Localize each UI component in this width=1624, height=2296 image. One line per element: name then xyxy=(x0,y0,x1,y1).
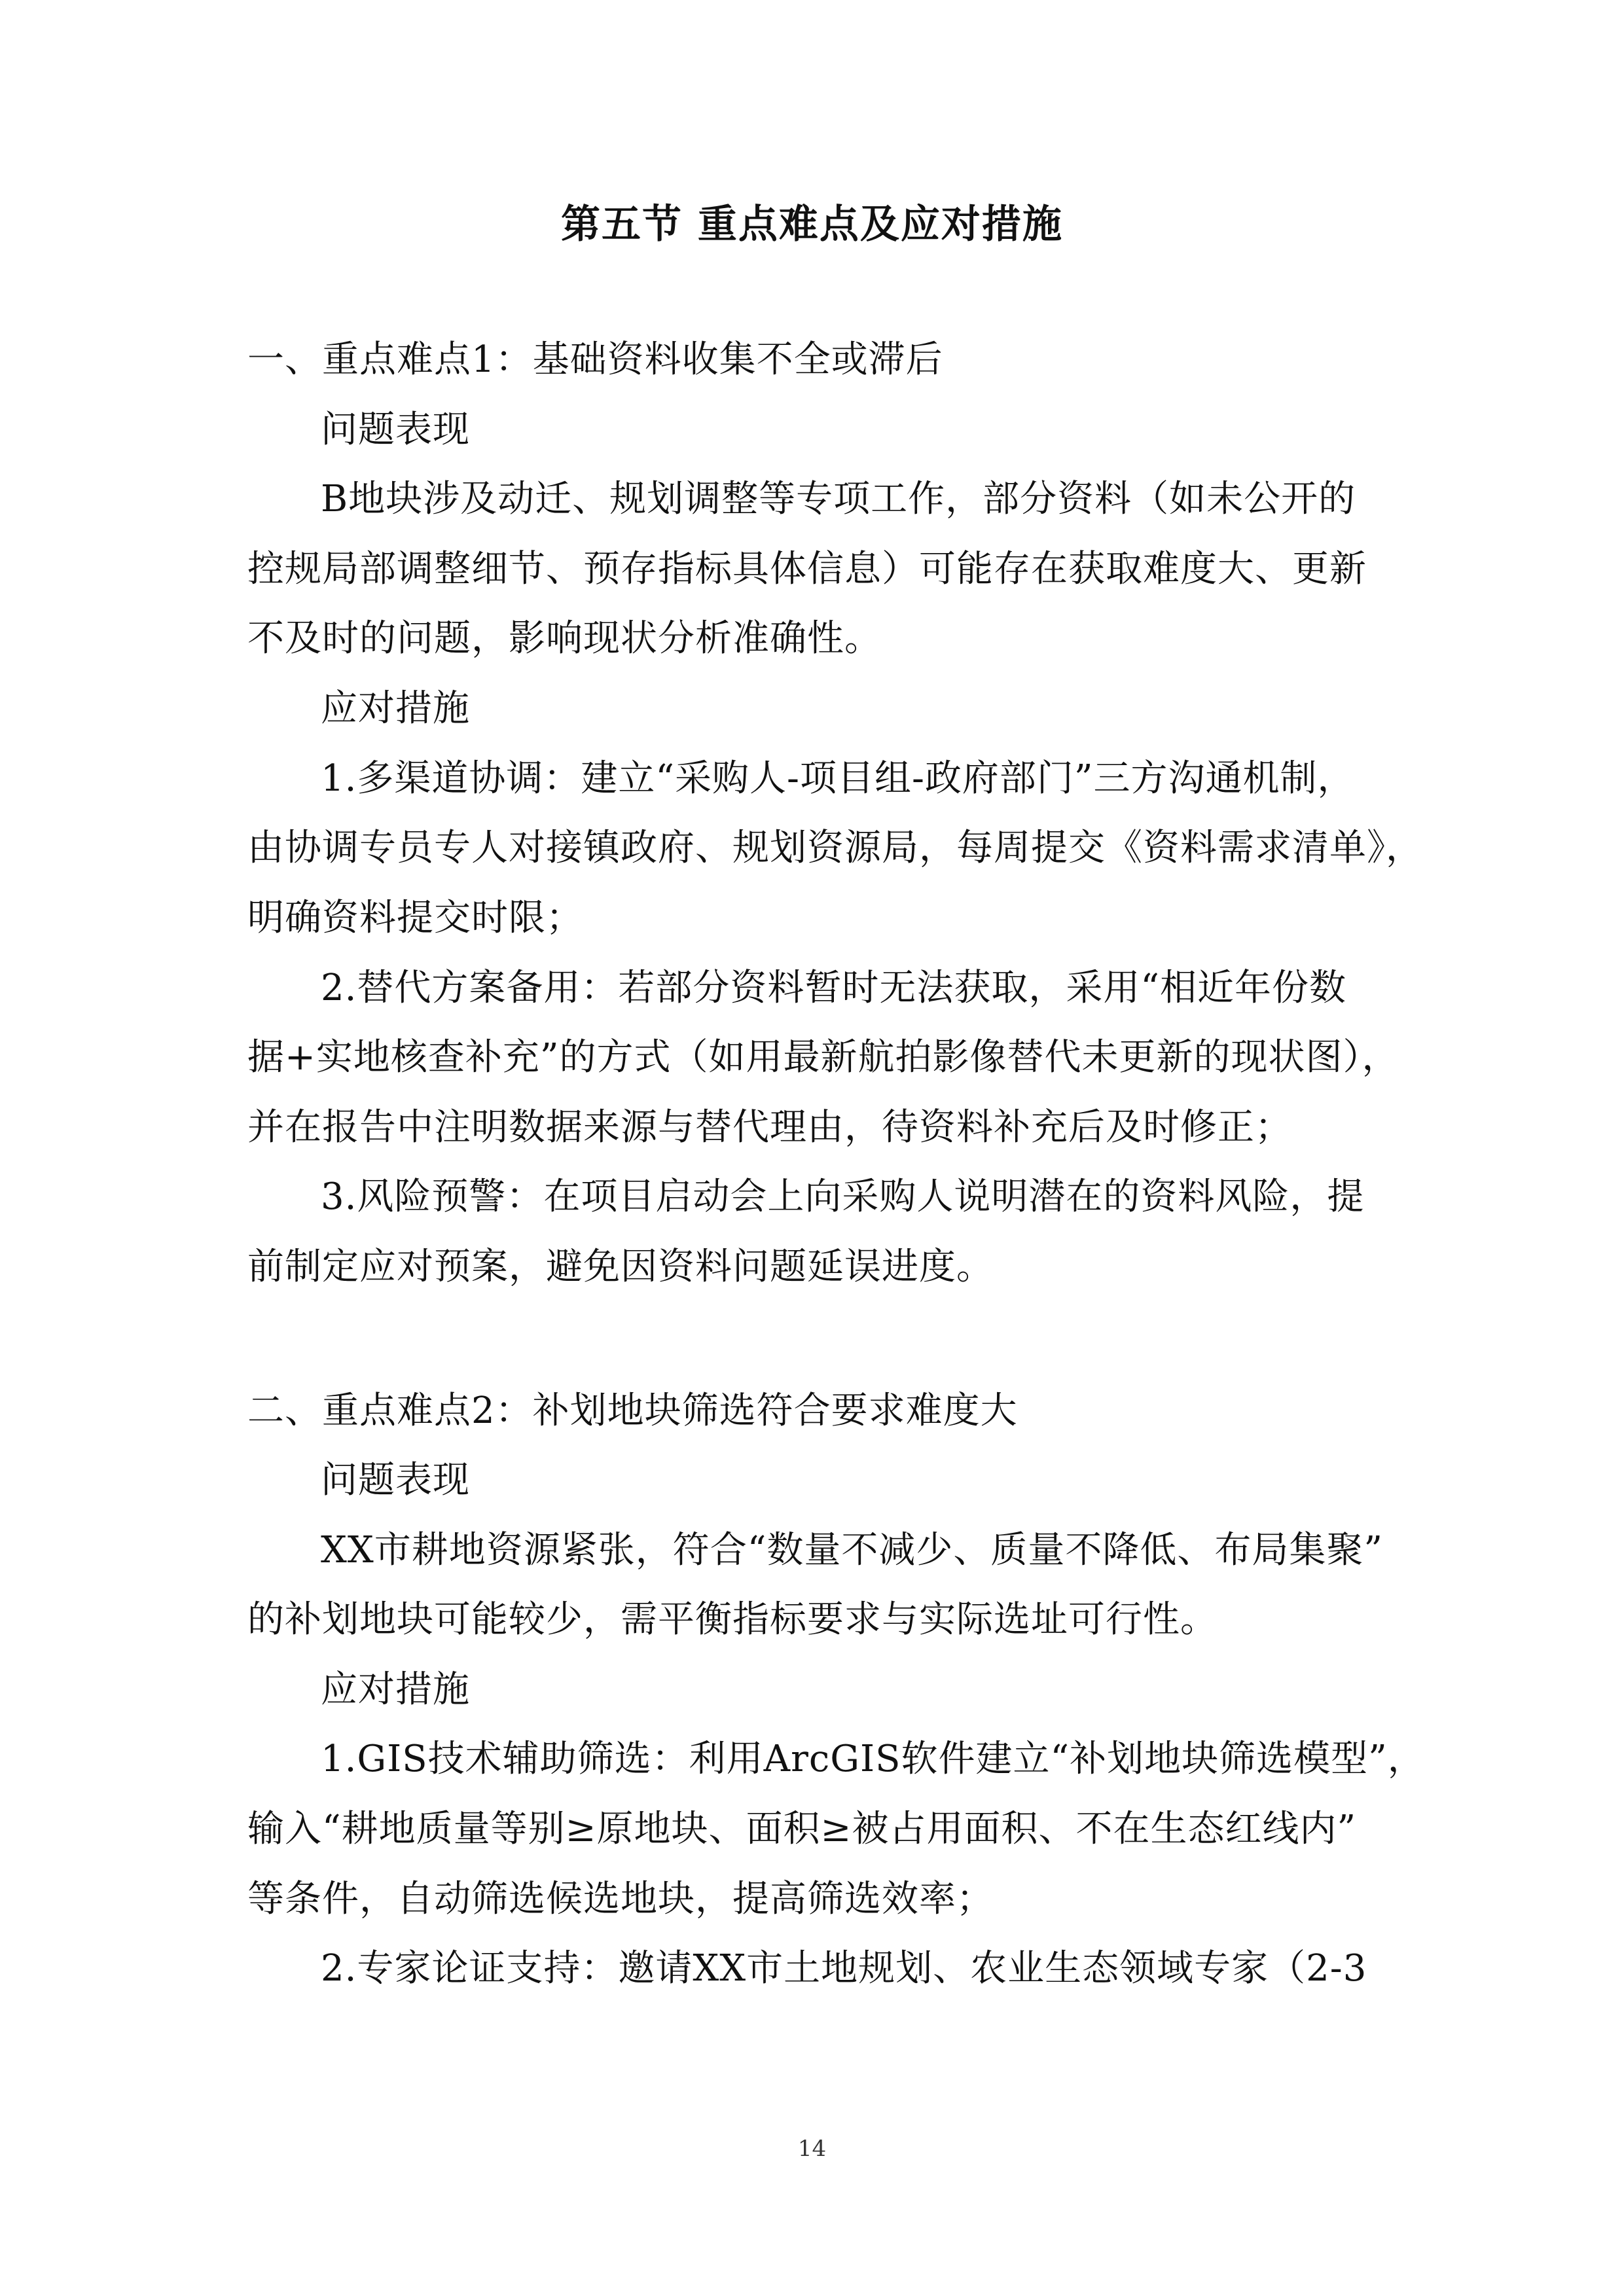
section-title: 第五节 重点难点及应对措施 xyxy=(561,202,1063,247)
paragraph-line: 3.风险预警：在项目启动会上向采购人说明潜在的资料风险，提 xyxy=(321,1175,1365,1218)
paragraph-line: B地块涉及动迁、规划调整等专项工作，部分资料（如未公开的 xyxy=(321,478,1356,520)
paragraph-line: 据+实地核查补充”的方式（如用最新航拍影像替代未更新的现状图）， xyxy=(247,1036,1399,1079)
paragraph-line: 由协调专员专人对接镇政府、规划资源局，每周提交《资料需求清单》， xyxy=(247,827,1423,869)
paragraph-line: 并在报告中注明数据来源与替代理由，待资料补充后及时修正； xyxy=(247,1106,1292,1149)
paragraph-line: 前制定应对预案，避免因资料问题延误进度。 xyxy=(247,1246,994,1288)
paragraph-line: 2.专家论证支持：邀请XX市土地规划、农业生态领域专家（2-3 xyxy=(321,1947,1367,1990)
heading-point-1: 一、重点难点1：基础资料收集不全或滞后 xyxy=(247,338,943,381)
heading-point-2: 二、重点难点2：补划地块筛选符合要求难度大 xyxy=(247,1390,1018,1432)
subheading-measures: 应对措施 xyxy=(321,687,470,730)
paragraph-line: 1.GIS技术辅助筛选：利用ArcGIS软件建立“补划地块筛选模型”， xyxy=(321,1738,1425,1780)
paragraph-line: 的补划地块可能较少，需平衡指标要求与实际选址可行性。 xyxy=(247,1598,1218,1641)
subheading-problem: 问题表现 xyxy=(321,1459,470,1501)
paragraph-line: 明确资料提交时限； xyxy=(247,897,583,939)
subheading-problem: 问题表现 xyxy=(321,408,470,451)
paragraph-line: 等条件，自动筛选候选地块，提高筛选效率； xyxy=(247,1878,994,1920)
subheading-measures: 应对措施 xyxy=(321,1668,470,1711)
page-number: 14 xyxy=(797,2136,827,2162)
paragraph-line: 输入“耕地质量等别≥原地块、面积≥被占用面积、不在生态红线内” xyxy=(247,1808,1357,1850)
paragraph-line: XX市耕地资源紧张，符合“数量不减少、质量不降低、布局集聚” xyxy=(321,1529,1383,1571)
paragraph-line: 1.多渠道协调：建立“采购人-项目组-政府部门”三方沟通机制， xyxy=(321,757,1355,800)
paragraph-line: 不及时的问题，影响现状分析准确性。 xyxy=(247,617,882,660)
paragraph-line: 2.替代方案备用：若部分资料暂时无法获取，采用“相近年份数 xyxy=(321,967,1347,1009)
paragraph-line: 控规局部调整细节、预存指标具体信息）可能存在获取难度大、更新 xyxy=(247,548,1367,590)
